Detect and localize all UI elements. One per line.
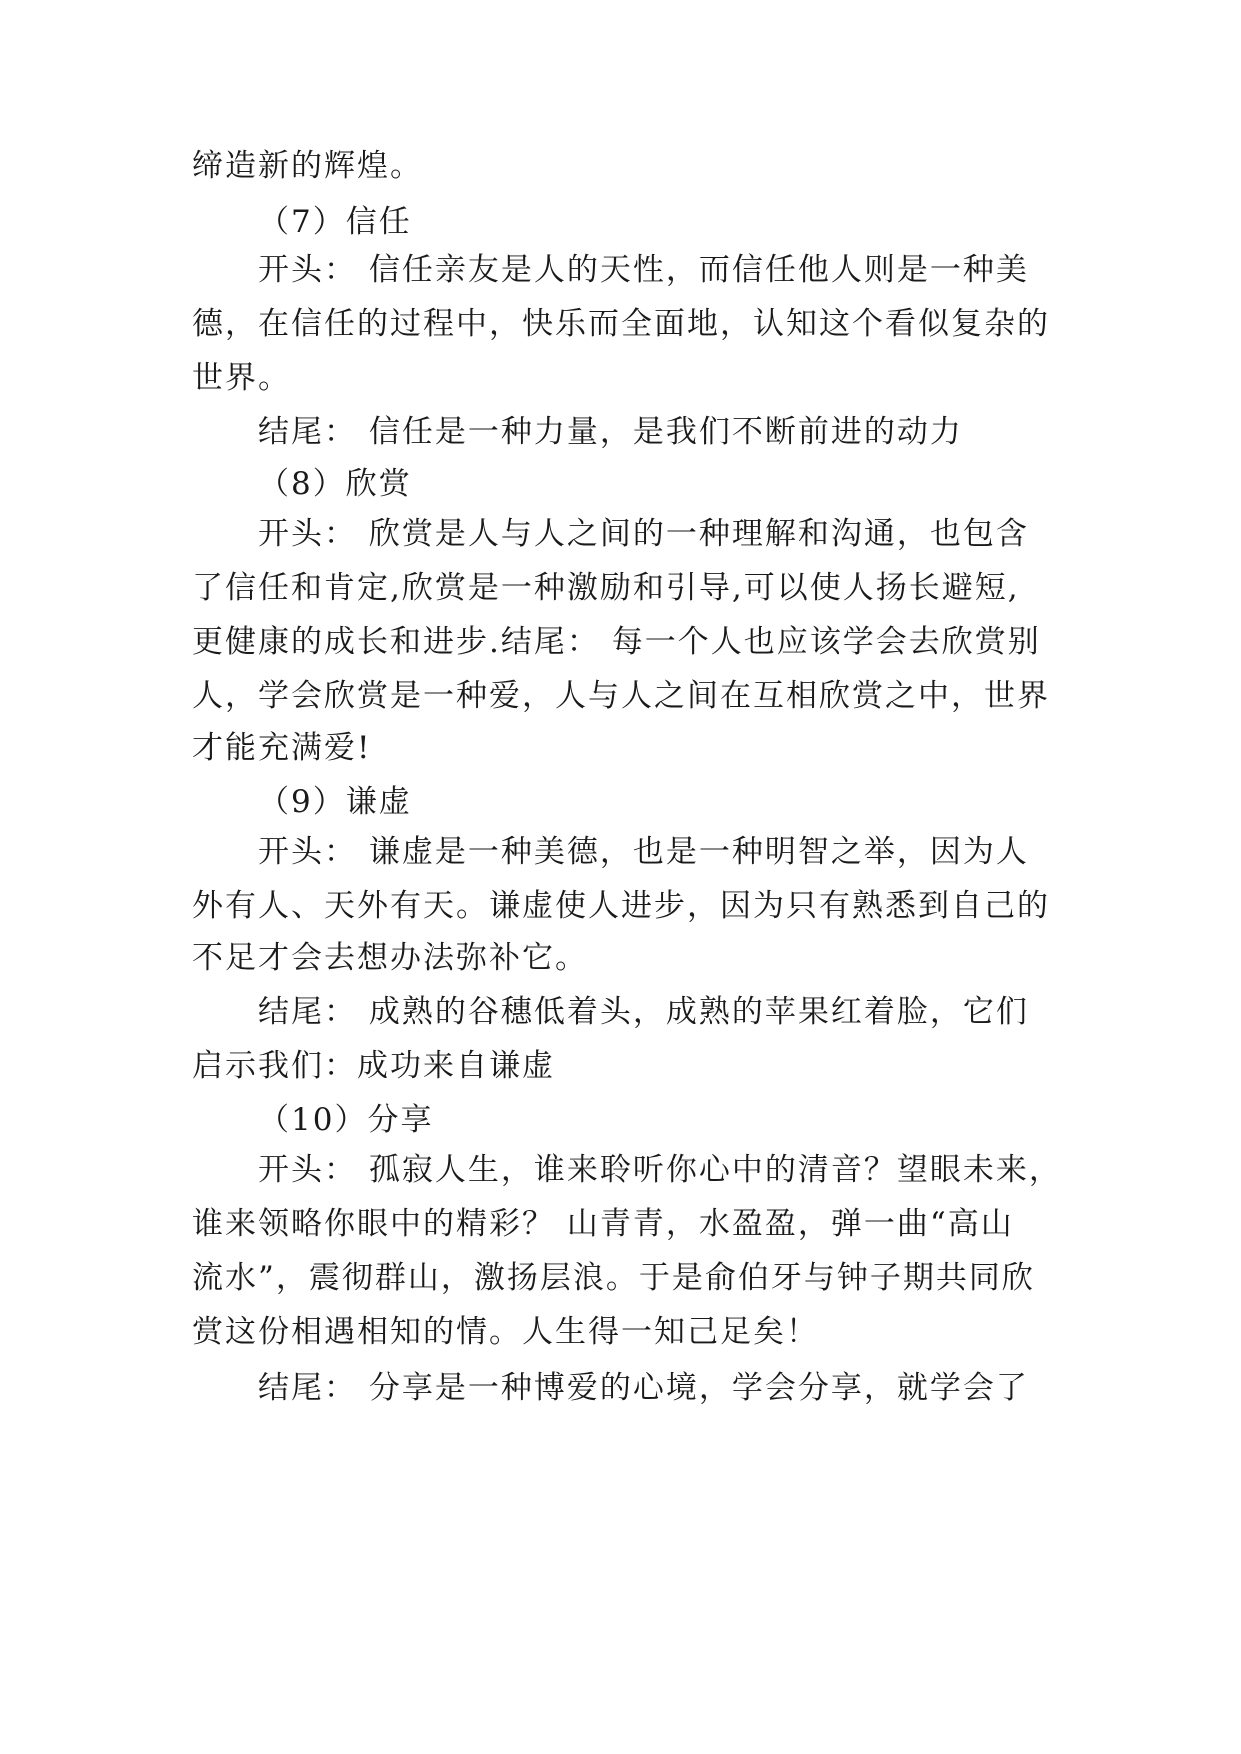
text-line: 才能充满爱! bbox=[192, 730, 372, 766]
text-line: 开头： 欣赏是人与人之间的一种理解和沟通，也包含 bbox=[258, 516, 1029, 552]
text-line: 了信任和肯定,欣赏是一种激励和引导,可以使人扬长避短, bbox=[192, 570, 1020, 606]
text-line: 德，在信任的过程中，快乐而全面地，认知这个看似复杂的 bbox=[192, 306, 1050, 342]
section-heading: （9）谦虚 bbox=[258, 784, 412, 820]
text-line: 外有人、天外有天。谦虚使人进步，因为只有熟悉到自己的 bbox=[192, 888, 1050, 924]
text-line: 启示我们：成功来自谦虚 bbox=[192, 1048, 555, 1084]
text-line: 结尾： 信任是一种力量，是我们不断前进的动力 bbox=[258, 414, 963, 450]
text-line: 结尾： 分享是一种博爱的心境，学会分享，就学会了 bbox=[258, 1370, 1029, 1406]
text-line: 开头： 信任亲友是人的天性，而信任他人则是一种美 bbox=[258, 252, 1029, 288]
text-line: 开头： 谦虚是一种美德，也是一种明智之举，因为人 bbox=[258, 834, 1029, 870]
section-heading: （8）欣赏 bbox=[258, 466, 412, 502]
text-line: 流水”，震彻群山，激扬层浪。于是俞伯牙与钟子期共同欣 bbox=[192, 1260, 1035, 1296]
text-line: 缔造新的辉煌。 bbox=[192, 148, 423, 184]
section-heading: （10）分享 bbox=[258, 1102, 434, 1138]
section-heading: （7）信任 bbox=[258, 204, 412, 240]
text-line: 赏这份相遇相知的情。人生得一知己足矣！ bbox=[192, 1314, 819, 1350]
text-line: 谁来领略你眼中的精彩？ 山青青，水盈盈，弹一曲“高山 bbox=[192, 1206, 1014, 1242]
text-line: 世界。 bbox=[192, 360, 291, 396]
text-line: 更健康的成长和进步.结尾： 每一个人也应该学会去欣赏别 bbox=[192, 624, 1041, 660]
text-line: 不足才会去想办法弥补它。 bbox=[192, 940, 588, 976]
text-line: 开头： 孤寂人生，谁来聆听你心中的清音？望眼未来， bbox=[258, 1152, 1062, 1188]
text-line: 人，学会欣赏是一种爱，人与人之间在互相欣赏之中，世界 bbox=[192, 678, 1050, 714]
text-line: 结尾： 成熟的谷穗低着头，成熟的苹果红着脸，它们 bbox=[258, 994, 1029, 1030]
